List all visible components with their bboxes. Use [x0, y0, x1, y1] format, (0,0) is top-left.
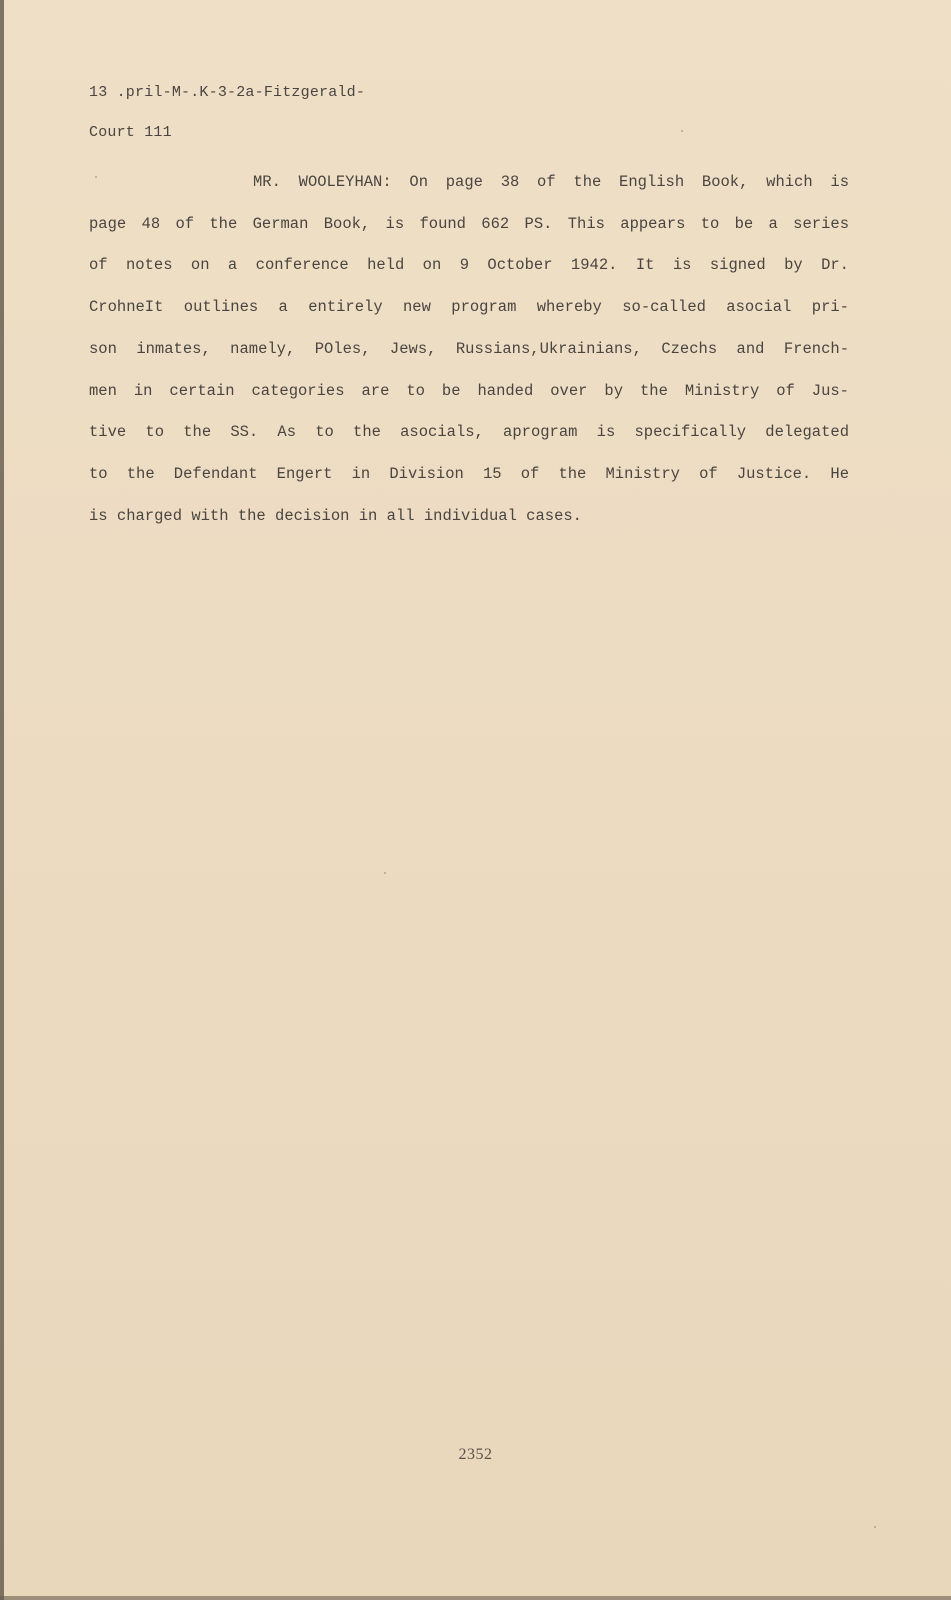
header-court-number: Court 111: [89, 124, 172, 141]
page-bottom-edge: [0, 1596, 951, 1600]
page-number: 2352: [458, 1446, 493, 1463]
transcript-body: [89, 162, 849, 537]
paper-speck: [681, 130, 683, 132]
transcript-line: tive to the SS. As to the asocials, aprogram is specifically delegated: [89, 423, 849, 442]
transcript-line: son inmates, namely, POles, Jews, Russians,Ukrainians, Czechs and French-: [89, 339, 849, 358]
transcript-line: to the Defendant Engert in Division 15 of the Ministry of Justice. He: [89, 464, 849, 483]
transcript-line: men in certain categories are to be handed over by the Ministry of Jus-: [89, 381, 849, 400]
paper-speck: [874, 1526, 876, 1528]
paper-speck: [384, 872, 386, 874]
transcript-line: is charged with the decision in all individual cases.: [89, 506, 582, 525]
page-left-edge: [0, 0, 4, 1600]
transcript-line: page 48 of the German Book, is found 662 PS. This appears to be a series: [89, 214, 849, 233]
paper-speck: [95, 176, 97, 178]
header-session-reference: 13 .pril-M-.K-3-2a-Fitzgerald-: [89, 84, 366, 101]
transcript-line: MR. WOOLEYHAN: On page 38 of the English Book, which is: [253, 173, 849, 191]
transcript-line: CrohneIt outlines a entirely new program whereby so-called asocial pri-: [89, 298, 849, 317]
transcript-line: of notes on a conference held on 9 October 1942. It is signed by Dr.: [89, 256, 849, 275]
